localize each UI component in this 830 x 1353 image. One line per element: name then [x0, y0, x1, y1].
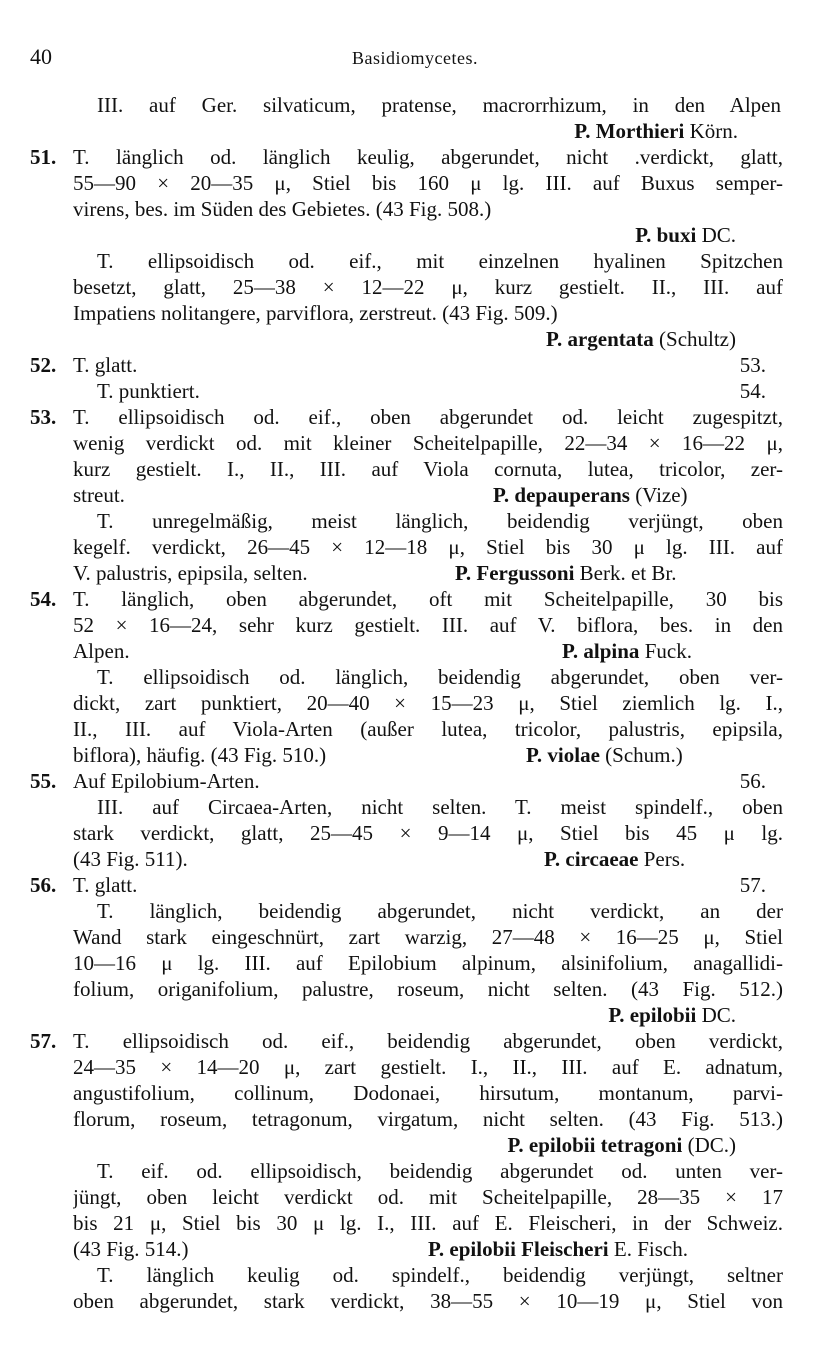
running-title: Basidiomycetes. [352, 48, 478, 68]
text-line: kegelf. verdickt, 26—45 × 12—18 μ, Stiel bis 30 μ lg. III. auf [73, 535, 783, 559]
species-name: P. circaeae [544, 847, 639, 871]
text-line: T. länglich, beidendig abgerundet, nicht verdickt, an der [97, 899, 783, 923]
text-line: 55—90 × 20—35 μ, Stiel bis 160 μ lg. III. auf Buxus semper- [73, 171, 783, 195]
text-line: 10—16 μ lg. III. auf Epilobium alpinum, alsinifolium, anagallidi- [73, 951, 783, 975]
text-line: T. punktiert. 54. [97, 379, 766, 403]
text-line: wenig verdickt od. mit kleiner Scheitelpapille, 22—34 × 16—22 μ, [73, 431, 783, 455]
text-line: T. ellipsoidisch od. eif., mit einzelnen hyalinen Spitzchen [97, 249, 783, 273]
key-reference: 54. [739, 379, 766, 403]
key-number: 57. [30, 1029, 57, 1053]
text-line: T. ellipsoidisch od. länglich, beidendig abgerundet, oben ver- [97, 665, 783, 689]
text-line: besetzt, glatt, 25—38 × 12—22 μ, kurz gestielt. II., III. auf [73, 275, 783, 299]
species-name: P. epilobii Fleischeri [428, 1237, 609, 1261]
key-entry-line: 57. T. ellipsoidisch od. eif., beidendig abgerundet, oben verdickt, [30, 1029, 783, 1053]
species-name: P. epilobii tetragoni [507, 1133, 683, 1157]
species-name: P. Morthieri [574, 119, 685, 143]
key-entry-line: 56. T. glatt. 57. [30, 873, 766, 897]
text-line: biflora), häufig. (43 Fig. 510.) P. violae (Schum.) [73, 743, 683, 767]
text-line: florum, roseum, tetragonum, virgatum, nicht selten. (43 Fig. 513.) [73, 1107, 783, 1131]
text-line: 52 × 16—24, sehr kurz gestielt. III. auf V. biflora, bes. in den [73, 613, 783, 637]
species-name: P. argentata [546, 327, 654, 351]
species-name: P. alpina [562, 639, 640, 663]
text-line: 24—35 × 14—20 μ, zart gestielt. I., II., III. auf E. adnatum, [73, 1055, 783, 1079]
text-line: jüngt, oben leicht verdickt od. mit Scheitelpapille, 28—35 × 17 [73, 1185, 783, 1209]
text-line: kurz gestielt. I., II., III. auf Viola cornuta, lutea, tricolor, zer- [73, 457, 783, 481]
key-number: 51. [30, 145, 57, 169]
text-line: III. auf Ger. silvaticum, pratense, macrorrhizum, in den Alpen [97, 93, 781, 117]
text-line: T. eif. od. ellipsoidisch, beidendig abgerundet od. unten ver- [97, 1159, 783, 1183]
text-line: III. auf Circaea-Arten, nicht selten. T. meist spindelf., oben [97, 795, 783, 819]
key-entry-line: 51. T. länglich od. länglich keulig, abgerundet, nicht .verdickt, glatt, [30, 145, 783, 169]
species-name-line: P. epilobii tetragoni (DC.) [507, 1133, 736, 1157]
text-line: T. unregelmäßig, meist länglich, beidendig verjüngt, oben [97, 509, 783, 533]
key-number: 54. [30, 587, 57, 611]
key-entry-line: 52. T. glatt. 53. [30, 353, 766, 377]
key-reference: 56. [739, 769, 766, 793]
text-line: dickt, zart punktiert, 20—40 × 15—23 μ, Stiel ziemlich lg. I., [73, 691, 783, 715]
page-number: 40 [30, 44, 52, 69]
text-line: bis 21 μ, Stiel bis 30 μ lg. I., III. auf E. Fleischeri, in der Schweiz. [73, 1211, 783, 1235]
text-line: angustifolium, collinum, Dodonaei, hirsutum, montanum, parvi- [73, 1081, 783, 1105]
species-name-line: P. Morthieri Körn. [574, 119, 738, 143]
species-name-line: P. epilobii DC. [608, 1003, 736, 1027]
text-line: folium, origanifolium, palustre, roseum, nicht selten. (43 Fig. 512.) [73, 977, 783, 1001]
key-number: 55. [30, 769, 57, 793]
key-entry-line: 55. Auf Epilobium-Arten. 56. [30, 769, 766, 793]
text-line: V. palustris, epipsila, selten. P. Fergussoni Berk. et Br. [73, 561, 677, 585]
key-reference: 53. [739, 353, 766, 377]
text-line: II., III. auf Viola-Arten (außer lutea, tricolor, palustris, epipsila, [73, 717, 783, 741]
text-line: Alpen. P. alpina Fuck. [73, 639, 692, 663]
text-line: (43 Fig. 511). P. circaeae Pers. [73, 847, 686, 871]
key-number: 52. [30, 353, 57, 377]
text-line: Impatiens nolitangere, parviflora, zerstreut. (43 Fig. 509.) [73, 301, 558, 325]
key-number: 56. [30, 873, 57, 897]
text-line: streut. P. depauperans (Vize) [73, 483, 688, 507]
text-line: T. länglich keulig od. spindelf., beidendig verjüngt, seltner [97, 1263, 783, 1287]
key-entry-line: 54. T. länglich, oben abgerundet, oft mit Scheitelpapille, 30 bis [30, 587, 783, 611]
species-name-line: P. argentata (Schultz) [546, 327, 736, 351]
species-name: P. depauperans [493, 483, 630, 507]
species-name: P. Fergussoni [455, 561, 575, 585]
text-line: virens, bes. im Süden des Gebietes. (43 Fig. 508.) [73, 197, 492, 221]
text-line: Wand stark eingeschnürt, zart warzig, 27—48 × 16—25 μ, Stiel [73, 925, 783, 949]
species-name-line: P. buxi DC. [635, 223, 736, 247]
species-name: P. buxi [635, 223, 697, 247]
key-number: 53. [30, 405, 57, 429]
key-entry-line: 53. T. ellipsoidisch od. eif., oben abgerundet od. leicht zugespitzt, [30, 405, 783, 429]
text-line: oben abgerundet, stark verdickt, 38—55 × 10—19 μ, Stiel von [73, 1289, 783, 1313]
text-line: (43 Fig. 514.) P. epilobii Fleischeri E. Fisch. [73, 1237, 688, 1261]
key-reference: 57. [739, 873, 766, 897]
text-line: stark verdickt, glatt, 25—45 × 9—14 μ, Stiel bis 45 μ lg. [73, 821, 783, 845]
species-name: P. epilobii [608, 1003, 697, 1027]
species-name: P. violae [526, 743, 600, 767]
